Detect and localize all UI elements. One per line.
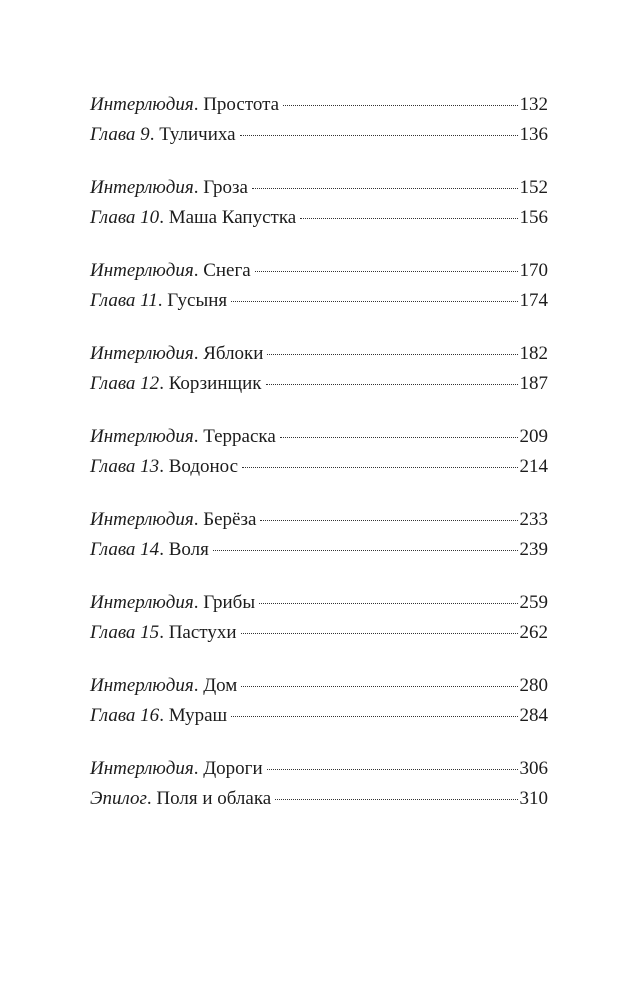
entry-prefix: Глава 14: [90, 539, 160, 560]
entry-label: Интерлюдия. Простота: [90, 94, 280, 115]
toc-entry[interactable]: [90, 422, 548, 452]
entry-page-number: 214: [519, 456, 548, 477]
entry-title: Водонос: [168, 456, 239, 477]
entry-title: Терраска: [203, 426, 276, 447]
dot-leader: [241, 633, 518, 634]
entry-prefix: Глава 9: [90, 124, 150, 145]
entry-title: Дороги: [203, 758, 263, 779]
entry-title: Туличиха: [159, 124, 236, 145]
toc-group: [90, 256, 548, 316]
entry-page-number: 170: [519, 260, 548, 281]
dot-leader: [300, 218, 517, 219]
entry-label: Интерлюдия. Яблоки: [90, 343, 264, 364]
dot-leader: [260, 520, 517, 521]
entry-prefix: Интерлюдия: [90, 675, 194, 696]
toc-entry[interactable]: [90, 120, 548, 150]
entry-prefix: Интерлюдия: [90, 343, 194, 364]
entry-label: Глава 11. Гусыня: [90, 290, 228, 311]
entry-title: Простота: [203, 94, 280, 115]
toc-entry[interactable]: [90, 701, 548, 731]
toc-entry[interactable]: [90, 671, 548, 701]
entry-prefix: Глава 12: [90, 373, 160, 394]
entry-page-number: 209: [519, 426, 548, 447]
entry-prefix: Глава 16: [90, 705, 160, 726]
dot-leader: [275, 799, 517, 800]
entry-page-number: 262: [519, 622, 548, 643]
entry-page-number: 174: [519, 290, 548, 311]
entry-page-number: 306: [519, 758, 548, 779]
entry-label: Глава 10. Маша Капустка: [90, 207, 297, 228]
table-of-contents: [90, 90, 548, 837]
dot-leader: [266, 384, 518, 385]
entry-prefix: Интерлюдия: [90, 509, 194, 530]
toc-entry[interactable]: [90, 173, 548, 203]
toc-group: [90, 588, 548, 648]
toc-entry[interactable]: [90, 452, 548, 482]
toc-group: [90, 422, 548, 482]
entry-page-number: 136: [519, 124, 548, 145]
toc-entry[interactable]: [90, 256, 548, 286]
dot-leader: [242, 467, 517, 468]
entry-title: Мураш: [168, 705, 228, 726]
entry-label: Интерлюдия. Дом: [90, 675, 238, 696]
entry-label: Интерлюдия. Дороги: [90, 758, 263, 779]
entry-title: Воля: [168, 539, 209, 560]
dot-leader: [280, 437, 518, 438]
toc-group: [90, 90, 548, 150]
entry-prefix: Глава 13: [90, 456, 160, 477]
dot-leader: [231, 716, 517, 717]
entry-prefix: Глава 15: [90, 622, 160, 643]
entry-page-number: 259: [519, 592, 548, 613]
entry-prefix: Интерлюдия: [90, 94, 194, 115]
entry-prefix: Интерлюдия: [90, 592, 194, 613]
entry-page-number: 156: [519, 207, 548, 228]
dot-leader: [267, 354, 517, 355]
entry-page-number: 187: [519, 373, 548, 394]
dot-leader: [259, 603, 517, 604]
entry-title: Поля и облака: [156, 788, 272, 809]
entry-title: Берёза: [203, 509, 257, 530]
dot-leader: [283, 105, 517, 106]
entry-title: Корзинщик: [168, 373, 262, 394]
entry-prefix: Интерлюдия: [90, 260, 194, 281]
dot-leader: [255, 271, 518, 272]
toc-entry[interactable]: [90, 784, 548, 814]
toc-entry[interactable]: [90, 618, 548, 648]
entry-label: Глава 14. Воля: [90, 539, 209, 560]
entry-label: Интерлюдия. Берёза: [90, 509, 257, 530]
toc-entry[interactable]: [90, 588, 548, 618]
entry-prefix: Эпилог: [90, 788, 147, 809]
toc-entry[interactable]: [90, 505, 548, 535]
toc-group: [90, 339, 548, 399]
entry-title: Снега: [203, 260, 251, 281]
entry-prefix: Глава 10: [90, 207, 160, 228]
entry-label: Глава 13. Водонос: [90, 456, 239, 477]
dot-leader: [267, 769, 518, 770]
entry-label: Глава 16. Мураш: [90, 705, 228, 726]
toc-entry[interactable]: [90, 369, 548, 399]
entry-page-number: 182: [519, 343, 548, 364]
entry-prefix: Интерлюдия: [90, 426, 194, 447]
entry-label: Интерлюдия. Терраска: [90, 426, 276, 447]
toc-entry[interactable]: [90, 339, 548, 369]
dot-leader: [213, 550, 518, 551]
entry-title: Дом: [203, 675, 238, 696]
entry-title: Пастухи: [168, 622, 237, 643]
entry-prefix: Интерлюдия: [90, 758, 194, 779]
toc-group: [90, 754, 548, 814]
toc-entry[interactable]: [90, 203, 548, 233]
entry-label: Интерлюдия. Снега: [90, 260, 251, 281]
dot-leader: [241, 686, 517, 687]
toc-entry[interactable]: [90, 535, 548, 565]
toc-group: [90, 173, 548, 233]
entry-label: Глава 9. Туличиха: [90, 124, 236, 145]
entry-prefix: Интерлюдия: [90, 177, 194, 198]
entry-label: Глава 12. Корзинщик: [90, 373, 262, 394]
dot-leader: [240, 135, 518, 136]
toc-entry[interactable]: [90, 90, 548, 120]
dot-leader: [252, 188, 518, 189]
entry-title: Гусыня: [167, 290, 228, 311]
dot-leader: [231, 301, 517, 302]
toc-group: [90, 671, 548, 731]
entry-title: Грибы: [203, 592, 256, 613]
toc-group: [90, 505, 548, 565]
entry-label: Глава 15. Пастухи: [90, 622, 237, 643]
entry-page-number: 310: [519, 788, 548, 809]
toc-entry[interactable]: [90, 754, 548, 784]
entry-page-number: 284: [519, 705, 548, 726]
entry-page-number: 132: [519, 94, 548, 115]
entry-title: Гроза: [203, 177, 248, 198]
entry-page-number: 152: [519, 177, 548, 198]
entry-title: Яблоки: [203, 343, 264, 364]
toc-entry[interactable]: [90, 286, 548, 316]
entry-label: Интерлюдия. Гроза: [90, 177, 248, 198]
entry-label: Интерлюдия. Грибы: [90, 592, 256, 613]
entry-page-number: 239: [519, 539, 548, 560]
entry-page-number: 233: [519, 509, 548, 530]
entry-page-number: 280: [519, 675, 548, 696]
entry-title: Маша Капустка: [168, 207, 297, 228]
entry-prefix: Глава 11: [90, 290, 158, 311]
entry-label: Эпилог. Поля и облака: [90, 788, 272, 809]
